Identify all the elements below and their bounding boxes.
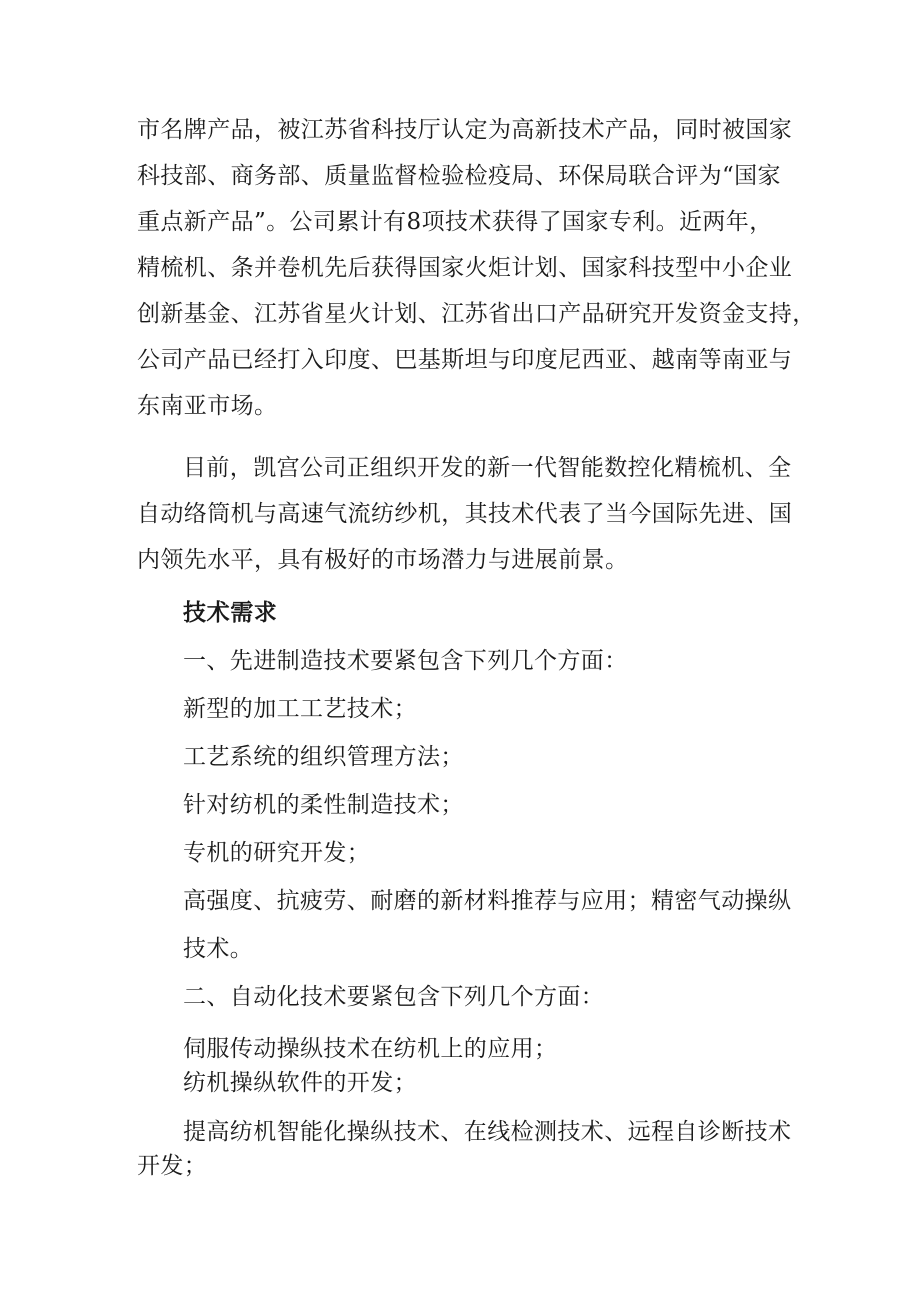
list-item: 高强度、抗疲劳、耐磨的新材料推荐与应用；精密气动操纵 [183,888,792,914]
list-item: 专机的研究开发； [183,840,371,866]
list-item: 新型的加工工艺技术； [183,696,417,722]
paragraph-current-development [137,445,797,583]
section-heading: 技术需求 [183,600,278,626]
section1-title: 一、先进制造技术要紧包含下列几个方面： [183,648,628,674]
paragraph-line: 科技部、商务部、质量监督检验检疫局、环保局联合评为“国家 [137,163,781,189]
paragraph-line: 重点新产品”。公司累计有8项技术获得了国家专利。近两年， [137,209,773,235]
paragraph-line: 公司产品已经打入印度、巴基斯坦与印度尼西亚、越南等南亚与 [137,347,793,373]
paragraph-line: 精梳机、条并卷机先后获得国家火炬计划、国家科技型中小企业 [137,255,793,281]
paragraph-line: 开发； [137,1153,208,1179]
list-item-multiline [137,1112,797,1180]
paragraph-line: 内领先水平，具有极好的市场潜力与进展前景。 [137,547,629,573]
paragraph-line: 东南亚市场。 [137,393,278,419]
paragraph-line: 市名牌产品，被江苏省科技厅认定为高新技术产品，同时被国家 [137,117,793,143]
paragraph-line: 提高纺机智能化操纵技术、在线检测技术、远程自诊断技术 [183,1119,792,1145]
paragraph-line: 创新基金、江苏省星火计划、江苏省出口产品研究开发资金支持， [137,301,816,327]
paragraph-company-honors [137,107,816,429]
list-item: 技术。 [183,936,254,962]
list-item: 工艺系统的组织管理方法； [183,744,464,770]
list-item: 纺机操纵软件的开发； [183,1070,417,1096]
paragraph-line: 自动络筒机与高速气流纺纱机，其技术代表了当今国际先进、国 [137,501,793,527]
list-item: 针对纺机的柔性制造技术； [183,792,464,818]
list-item: 伺服传动操纵技术在纺机上的应用； [183,1036,558,1062]
section2-title: 二、自动化技术要紧包含下列几个方面： [183,984,605,1010]
paragraph-line: 目前，凯宫公司正组织开发的新一代智能数控化精梳机、全 [183,455,792,481]
